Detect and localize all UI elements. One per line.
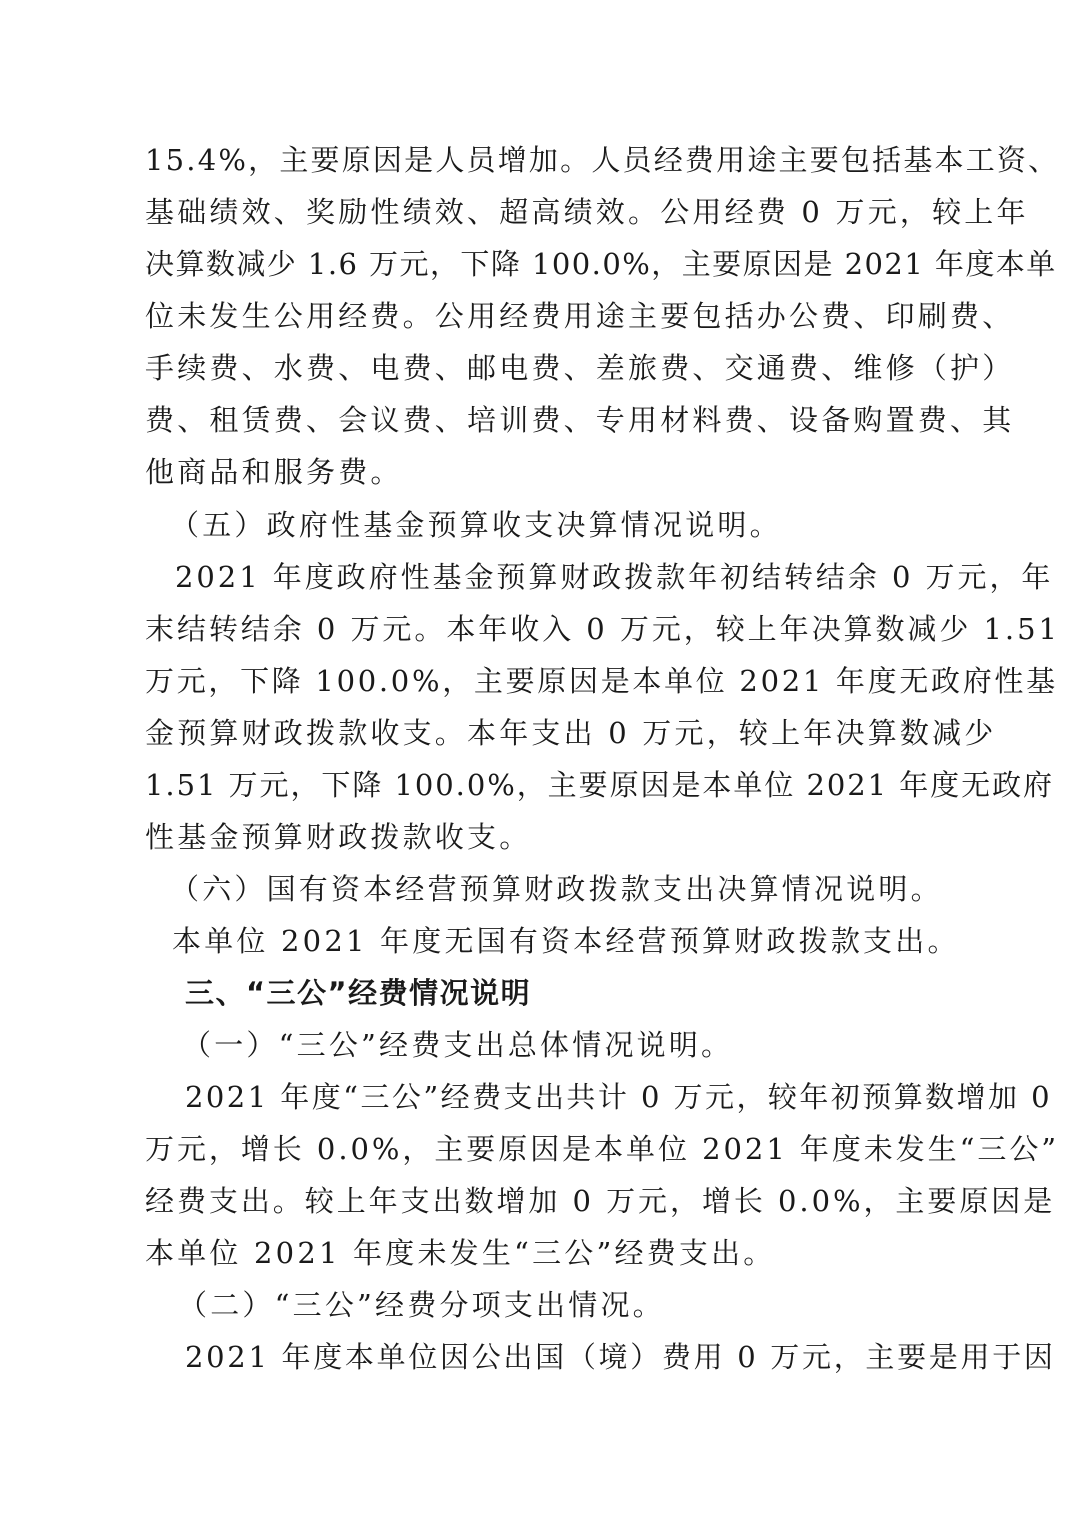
paragraph-line: 费、租赁费、会议费、培训费、专用材料费、设备购置费、其 (145, 403, 1015, 437)
subsection-heading-1: （一）“三公”经费支出总体情况说明。 (182, 1028, 734, 1062)
paragraph-line: 1.51 万元，下降 100.0%，主要原因是本单位 2021 年度无政府 (145, 768, 1054, 802)
paragraph-line: 2021 年度本单位因公出国（境）费用 0 万元，主要是用于因 (185, 1340, 1056, 1374)
paragraph-line: 2021 年度“三公”经费支出共计 0 万元，较年初预算数增加 0 (185, 1080, 1053, 1114)
chapter-heading-3: 三、“三公”经费情况说明 (185, 976, 532, 1010)
paragraph-line: 性基金预算财政拨款收支。 (145, 820, 532, 854)
subsection-heading-2: （二）“三公”经费分项支出情况。 (178, 1288, 665, 1322)
paragraph-line: 位未发生公用经费。公用经费用途主要包括办公费、印刷费、 (145, 299, 1015, 333)
paragraph-line: 手续费、水费、电费、邮电费、差旅费、交通费、维修（护） (145, 351, 1015, 385)
paragraph-line: 金预算财政拨款收支。本年支出 0 万元，较上年决算数减少 (145, 716, 997, 750)
paragraph-line: 万元，增长 0.0%，主要原因是本单位 2021 年度未发生“三公” (145, 1132, 1060, 1166)
paragraph-line: 万元，下降 100.0%，主要原因是本单位 2021 年度无政府性基 (145, 664, 1058, 698)
paragraph-line: 经费支出。较上年支出数增加 0 万元，增长 0.0%，主要原因是 (145, 1184, 1056, 1218)
paragraph-line: 本单位 2021 年度未发生“三公”经费支出。 (145, 1236, 776, 1270)
section-heading-6: （六）国有资本经营预算财政拨款支出决算情况说明。 (170, 872, 943, 906)
paragraph-line: 2021 年度政府性基金预算财政拨款年初结转结余 0 万元，年 (175, 560, 1054, 594)
paragraph-line: 本单位 2021 年度无国有资本经营预算财政拨款支出。 (172, 924, 960, 958)
paragraph-line: 末结转结余 0 万元。本年收入 0 万元，较上年决算数减少 1.51 (145, 612, 1060, 646)
paragraph-line: 决算数减少 1.6 万元，下降 100.0%，主要原因是 2021 年度本单 (145, 247, 1057, 281)
section-heading-5: （五）政府性基金预算收支决算情况说明。 (170, 508, 782, 542)
paragraph-line: 他商品和服务费。 (145, 455, 403, 489)
paragraph-line: 基础绩效、奖励性绩效、超高绩效。公用经费 0 万元，较上年 (145, 195, 1029, 229)
paragraph-line: 15.4%，主要原因是人员增加。人员经费用途主要包括基本工资、 (145, 143, 1060, 177)
